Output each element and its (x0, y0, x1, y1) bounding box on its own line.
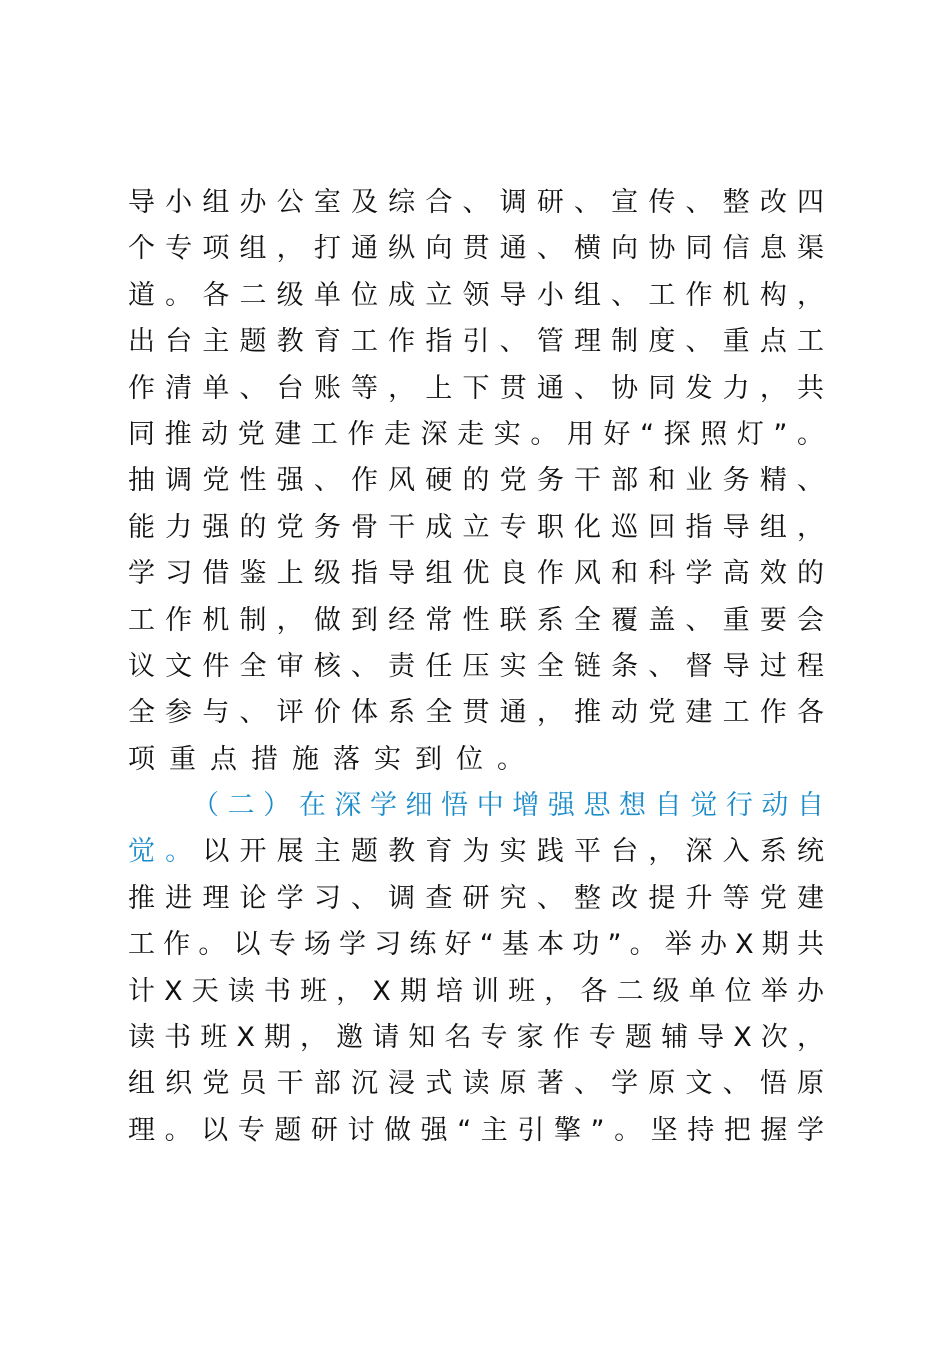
body-text (128, 180, 824, 1154)
text-line: 能力强的党务骨干成立专职化巡回指导组， (128, 511, 824, 543)
text-line: 项重点措施落实到位。 (128, 743, 538, 775)
text-line: 推进理论学习、调查研究、整改提升等党建 (128, 882, 824, 914)
text-line (128, 829, 824, 875)
text-line: 工作。以专场学习练好“基本功”。举办X期共 (128, 929, 824, 961)
text-line: 工作机制，做到经常性联系全覆盖、重要会 (128, 604, 824, 636)
text-line: 同推动党建工作走深走实。用好“探照灯”。 (128, 418, 824, 450)
text-line: 导小组办公室及综合、调研、宣传、整改四 (128, 187, 824, 218)
text-line: 抽调党性强、作风硬的党务干部和业务精、 (128, 465, 824, 497)
text-line: 理。以专题研讨做强“主引擎”。坚持把握学 (128, 1114, 824, 1146)
text-line: 出台主题教育工作指引、管理制度、重点工 (128, 326, 824, 358)
text-line: 组织党员干部沉浸式读原著、学原文、悟原 (128, 1068, 824, 1100)
text-line: 读书班X期，邀请知名专家作专题辅导X次， (128, 1022, 824, 1054)
text-line: 道。各二级单位成立领导小组、工作机构， (128, 279, 824, 311)
text-line: 学习借鉴上级指导组优良作风和科学高效的 (128, 558, 824, 590)
text-line: 议文件全审核、责任压实全链条、督导过程 (128, 650, 824, 682)
text-line: 作清单、台账等，上下贯通、协同发力，共 (128, 372, 824, 404)
section-heading: （二）在深学细悟中增强思想自觉行动自 (192, 790, 824, 822)
text-line: 全参与、评价体系全贯通，推动党建工作各 (128, 697, 824, 729)
text-line: 计X天读书班，X期培训班，各二级单位举办 (128, 975, 824, 1007)
text-segment: 以开展主题教育为实践平台，深入系统 (202, 836, 825, 868)
section-heading-tail: 觉。 (128, 836, 203, 868)
text-line: 个专项组，打通纵向贯通、横向协同信息渠 (128, 233, 824, 265)
